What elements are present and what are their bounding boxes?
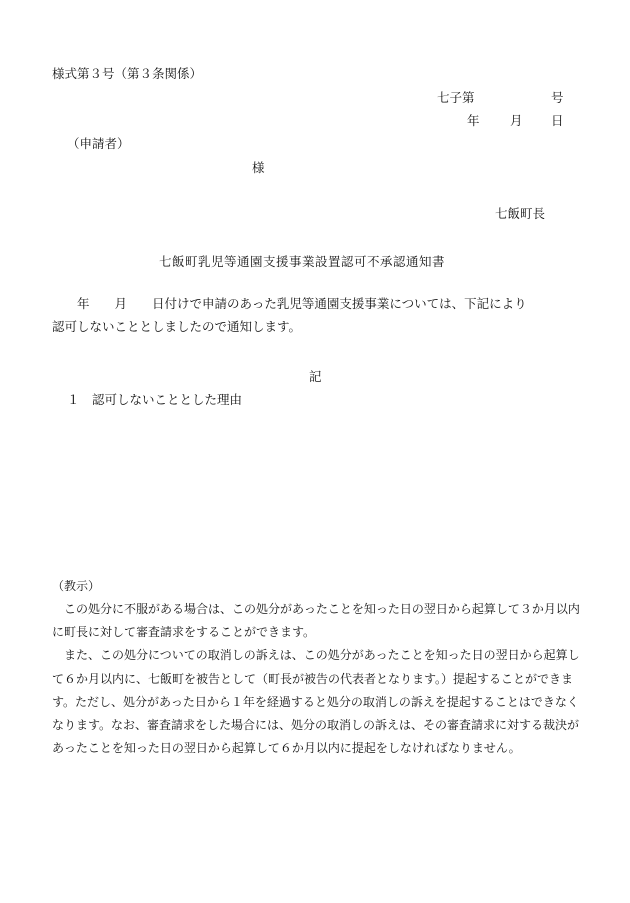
- notice-body: [52, 598, 582, 760]
- body-line-2: 認可しないこととしましたので通知します。: [52, 319, 302, 334]
- notice-heading: （教示）: [52, 579, 101, 593]
- reason-heading: １ 認可しないこととした理由: [67, 392, 243, 407]
- date-month: 月: [510, 113, 523, 128]
- addressee-honorific: 様: [252, 160, 265, 175]
- notice-paragraph-2: また、この処分についての取消しの訴えは、この処分があったことを知った日の翌日から起算して６か月以内に、七飯町を被告として（町長が被告の代表者となります。）提起することができます。ただし、処分があった日から１年を経過すると処分の取消しの訴えを提起することはできなくなります。なお、審査請求をした場合には、処分の取消しの訴えは、その審査請求に対する裁決があったことを知った日の翌日から起算して６か月以内に提起をしなければなりません。: [52, 648, 580, 756]
- document-title: 七飯町乳児等通園支援事業設置認可不承認通知書: [159, 254, 446, 269]
- form-label: 様式第３号（第３条関係）: [52, 66, 203, 81]
- date-year: 年: [467, 113, 480, 128]
- applicant-label: （申請者）: [67, 136, 130, 151]
- body-line-1: 年 月 日付けで申請のあった乳児等通園支援事業については、下記により: [52, 296, 527, 311]
- notice-paragraph-1: この処分に不服がある場合は、この処分があったことを知った日の翌日から起算して３か月以内に町長に対して審査請求をすることができます。: [52, 602, 580, 640]
- date-day: 日: [551, 113, 564, 128]
- ki-label: 記: [309, 369, 322, 384]
- doc-number-prefix: 七子第: [437, 90, 475, 105]
- doc-number-suffix: 号: [551, 90, 564, 105]
- sender-name: 七飯町長: [495, 206, 546, 221]
- body-paragraph: [52, 292, 582, 338]
